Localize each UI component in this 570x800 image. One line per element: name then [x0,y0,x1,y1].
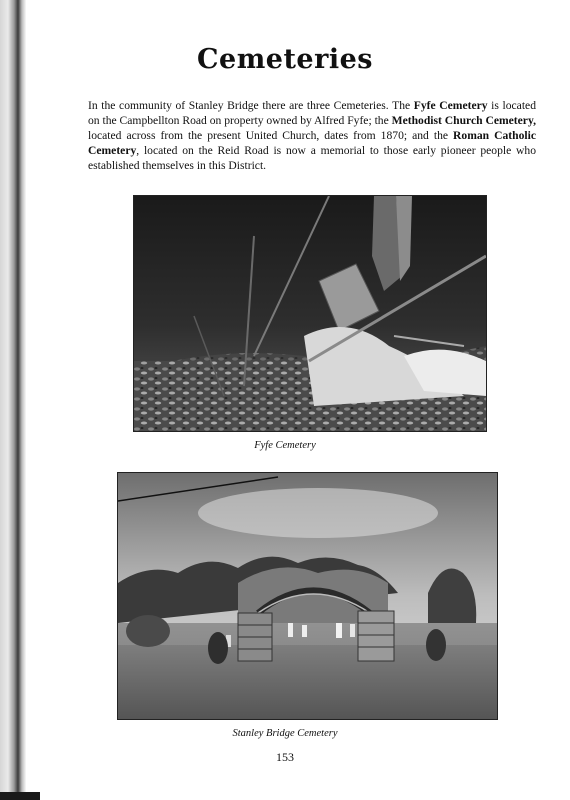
methodist-cemetery-term: Methodist Church Cemetery, [391,114,537,127]
intro-text-3: located across from the present United Church, dates from 1870; and the [88,129,454,142]
intro-paragraph [88,98,536,173]
stanley-bridge-cemetery-caption: Stanley Bridge Cemetery [232,728,338,739]
intro-text-4: , located on the Reid Road is now a memorial to those early pioneer people who established themselves in this District. [88,144,536,172]
page-title: Cemeteries [197,44,373,75]
intro-text-2: is located on the Campbellton Road on property owned by Alfred Fyfe; the [88,99,536,127]
fyfe-cemetery-photo [133,195,487,432]
fyfe-cemetery-term: Fyfe Cemetery [413,99,488,112]
stanley-bridge-cemetery-photo [117,472,498,720]
page-number: 153 [276,750,294,764]
gutter-edge [0,792,40,800]
book-gutter [0,0,26,800]
intro-text-1: In the community of Stanley Bridge there are three Cemeteries. The [88,99,414,112]
catholic-cemetery-term: Roman Catholic Cemetery [88,129,536,157]
fyfe-cemetery-caption: Fyfe Cemetery [254,440,316,451]
